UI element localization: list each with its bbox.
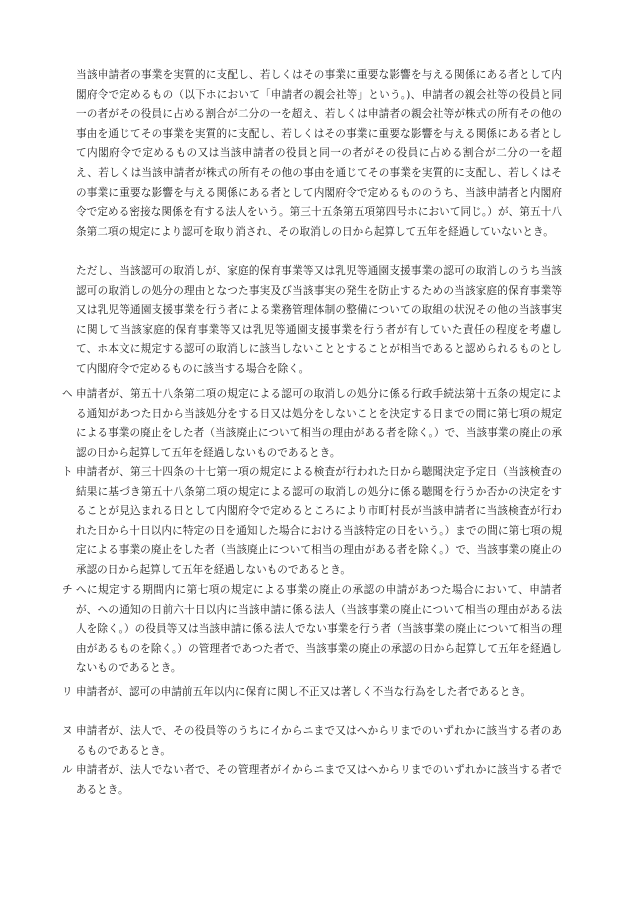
item-text: 申請者が、法人で、その役員等のうちにイからニまで又はへからリまでのいずれかに該当する者のあるものであるとき。 [76,725,562,757]
list-item-to [62,463,562,581]
item-text: 申請者が、法人でない者で、その管理者がイからニまで又はへからリまでのいずれかに該当する者であるとき。 [76,764,562,796]
item-text: 申請者が、第五十八条第二項の規定による認可の取消しの処分に係る行政手続法第十五条の規定による通知があつた日から当該処分をする日又は処分をしないことを決定する日までの間に第七項の規定による事業の廃止をした者（当該廃止について相当の理由がある者を除く。）で、当該事業の廃止の承認の日から起算して五年を経過しないものであるとき。 [76,388,562,459]
item-mark: リ [62,686,73,698]
list-item-he [62,385,562,463]
item-text: へに規定する期間内に第七項の規定による事業の廃止の承認の申請があつた場合において、申請者が、への通知の日前六十日以内に当該申請に係る法人（当該事業の廃止について相当の理由がある法人を除く。）の役員等又は当該申請に係る法人でない事業を行う者（当該事業の廃止について相当の理由があるものを除く。）の管理者であつた者で、当該事業の廃止の承認の日から起算して五年を経過しないものであるとき。 [76,584,562,675]
item-text: 申請者が、認可の申請前五年以内に保育に関し不正又は著しく不当な行為をした者であるとき。 [76,686,532,698]
paragraph-text: 当該申請者の事業を実質的に支配し、若しくはその事業に重要な影響を与える関係にある者として内閣府令で定めるもの（以下ホにおいて「申請者の親会社等」という。)、申請者の親会社等の役員と同一の者がその役員に占める割合が二分の一を超え、若しくは申請者の親会社等が株式の所有その他の事由を通じてその事業を実質的に支配し、若しくはその事業に重要な影響を与える関係にある者として内閣府令で定めるもの又は当該申請者の役員と同一の者がその役員に占める割合が二分の一を超え、若しくは当該申請者が株式の所有その他の事由を通じてその事業を実質的に支配し、若しくはその事業に重要な影響を与える関係にある者として内閣府令で定めるもののうち、当該申請者と内閣府令で定める密接な関係を有する法人をいう。第三十五条第五項第四号ホにおいて同じ。）が、第五十八条第二項の規定により認可を取り消され、その取消しの日から起算して五年を経過していないとき。 [76,69,562,238]
paragraph-continued [76,66,562,242]
list-item-chi [62,581,562,679]
item-text: 申請者が、第三十四条の十七第一項の規定による検査が行われた日から聴聞決定予定日（当該検査の結果に基づき第五十八条第二項の規定による認可の取消しの処分に係る聴聞を行うか否かの決定をすることが見込まれる日として内閣府令で定めるところにより市町村長が当該申請者に当該検査が行われた日から十日以内に特定の日を通知した場合における当該特定の日をいう。）までの間に第七項の規定による事業の廃止をした者（当該廃止について相当の理由がある者を除く。）で、当該事業の廃止の承認の日から起算して五年を経過しないものであるとき。 [76,466,562,576]
item-mark: ヘ [62,388,73,400]
list-item-nu [62,722,562,761]
paragraph-proviso [76,262,562,380]
list-item-ri [62,683,562,703]
item-mark: チ [62,584,73,596]
paragraph-text: ただし、当該認可の取消しが、家庭的保育事業等又は乳児等通園支援事業の認可の取消しのうち当該認可の取消しの処分の理由となつた事実及び当該事実の発生を防止するための当該家庭的保育事業等又は乳児等通園支援事業を行う者による業務管理体制の整備についての取組の状況その他の当該事実に関して当該家庭的保育事業等又は乳児等通園支援事業を行う者が有していた責任の程度を考慮して、ホ本文に規定する認可の取消しに該当しないこととすることが相当であると認められるものとして内閣府令で定めるものに該当する場合を除く。 [76,265,562,375]
item-mark: ヌ [62,725,73,737]
list-item-ru [62,761,562,800]
item-mark: ル [62,764,73,776]
item-mark: ト [62,466,73,478]
